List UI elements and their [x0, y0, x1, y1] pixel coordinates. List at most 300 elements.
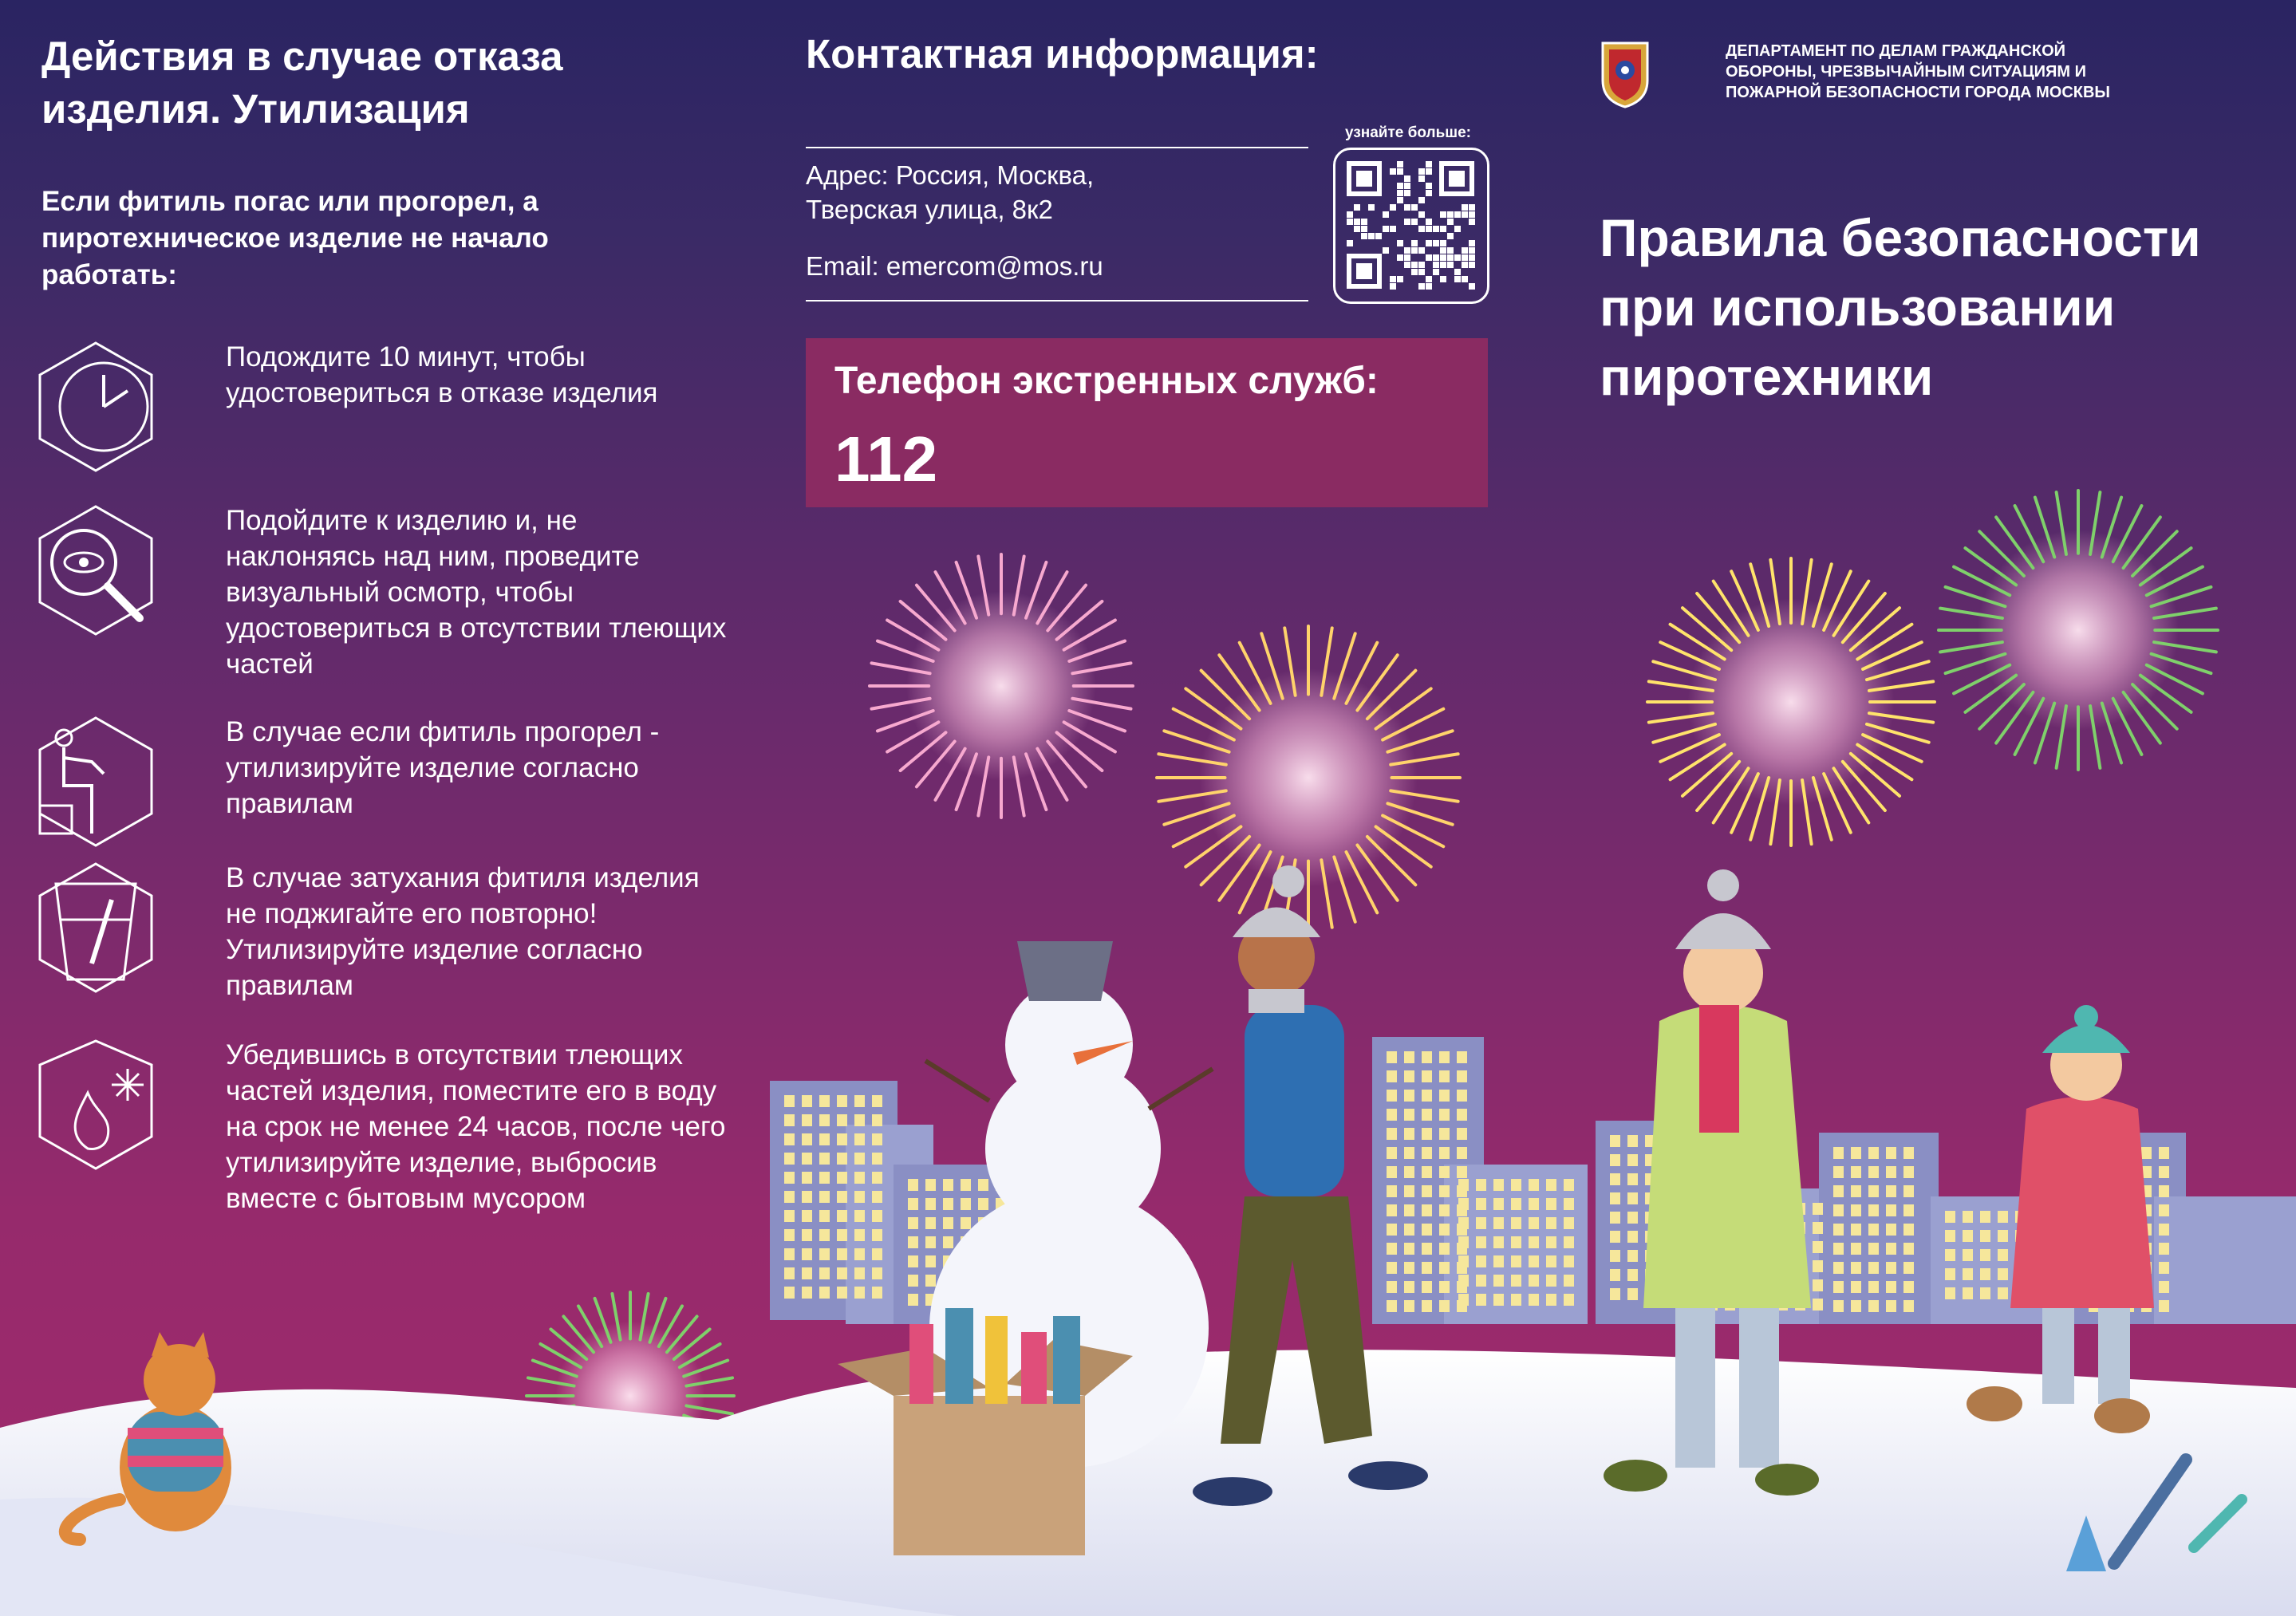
window — [1422, 1281, 1432, 1293]
window — [2159, 1224, 2169, 1236]
window — [872, 1267, 882, 1279]
qr-finder — [1356, 263, 1372, 279]
qr-module — [1397, 161, 1403, 168]
qr-module — [1368, 204, 1375, 211]
qr-module — [1397, 190, 1403, 196]
window — [1546, 1236, 1556, 1248]
qr-module — [1418, 283, 1425, 290]
window — [1945, 1211, 1955, 1223]
qr-module — [1418, 168, 1425, 175]
window — [872, 1133, 882, 1145]
divider — [806, 147, 1308, 148]
firework-glow — [1687, 598, 1894, 805]
qr-module — [1404, 262, 1410, 268]
qr-module — [1447, 211, 1454, 218]
window — [1980, 1211, 1990, 1223]
window — [872, 1114, 882, 1126]
qr-module — [1383, 211, 1389, 218]
window — [1476, 1255, 1486, 1267]
window — [1458, 1217, 1469, 1229]
qr-module — [1418, 175, 1425, 182]
qr-module — [1440, 247, 1446, 254]
window — [1457, 1070, 1467, 1082]
window — [872, 1229, 882, 1241]
window — [1868, 1185, 1879, 1197]
qr-module — [1426, 283, 1432, 290]
qr-module — [1426, 240, 1432, 246]
window — [978, 1198, 988, 1210]
window — [1868, 1204, 1879, 1216]
magnifier-eye-icon — [32, 503, 160, 638]
window — [1529, 1198, 1539, 1210]
window — [1439, 1147, 1450, 1159]
window — [1422, 1243, 1432, 1255]
window — [1564, 1217, 1574, 1229]
firework-glow — [906, 591, 1096, 781]
qr-module — [1433, 254, 1439, 261]
window — [802, 1287, 812, 1299]
window — [1422, 1051, 1432, 1063]
qr-module — [1404, 183, 1410, 189]
window — [908, 1198, 918, 1210]
window — [1529, 1179, 1539, 1191]
window — [784, 1095, 795, 1107]
window — [784, 1267, 795, 1279]
window — [1387, 1185, 1397, 1197]
window — [1833, 1147, 1844, 1159]
window — [1404, 1224, 1414, 1236]
window — [1627, 1192, 1638, 1204]
qr-module — [1418, 262, 1425, 268]
email-text[interactable]: Email: emercom@mos.ru — [806, 251, 1103, 281]
qr-module — [1418, 226, 1425, 232]
window — [819, 1153, 830, 1165]
window — [1529, 1275, 1539, 1287]
window — [819, 1267, 830, 1279]
qr-module — [1390, 283, 1396, 290]
window — [1387, 1166, 1397, 1178]
window — [1980, 1249, 1990, 1261]
window — [1387, 1262, 1397, 1274]
qr-module — [1469, 211, 1475, 218]
qr-module — [1411, 240, 1418, 246]
window — [837, 1095, 847, 1107]
window — [1529, 1294, 1539, 1306]
window — [1903, 1243, 1914, 1255]
qr-module — [1354, 204, 1360, 211]
window — [1422, 1147, 1432, 1159]
qr-module — [1397, 183, 1403, 189]
qr-module — [1433, 269, 1439, 275]
qr-module — [1397, 168, 1403, 175]
window — [1903, 1166, 1914, 1178]
qr-module — [1404, 219, 1410, 225]
department-name: ДЕПАРТАМЕНТ ПО ДЕЛАМ ГРАЖДАНСКОЙ ОБОРОНЫ, ЧРЕЗВЫЧАЙНЫМ СИТУАЦИЯМ И ПОЖАРНОЙ БЕЗОПАСНОСТИ ГОРОДА МОСКВЫ — [1726, 42, 2110, 101]
qr-module — [1469, 240, 1475, 246]
window — [1387, 1224, 1397, 1236]
window — [1610, 1250, 1620, 1262]
qr-module — [1447, 247, 1454, 254]
window — [1476, 1179, 1486, 1191]
qr-module — [1426, 183, 1432, 189]
window — [1903, 1204, 1914, 1216]
step-item — [32, 503, 734, 680]
window — [837, 1248, 847, 1260]
window — [837, 1191, 847, 1203]
window — [1546, 1217, 1556, 1229]
qr-module — [1411, 204, 1418, 211]
window — [784, 1114, 795, 1126]
qr-module — [1418, 197, 1425, 203]
window — [1439, 1070, 1450, 1082]
window — [1387, 1128, 1397, 1140]
step-item — [32, 339, 734, 499]
window — [2141, 1147, 2152, 1159]
window — [872, 1210, 882, 1222]
window — [1439, 1300, 1450, 1312]
window — [1945, 1287, 1955, 1299]
window — [1833, 1185, 1844, 1197]
window — [908, 1236, 918, 1248]
window — [1422, 1109, 1432, 1121]
emergency-department-emblem-icon — [1598, 37, 1652, 110]
qr-module — [1440, 276, 1446, 282]
qr-module — [1426, 226, 1432, 232]
window — [1980, 1230, 1990, 1242]
window — [1511, 1236, 1521, 1248]
qr-module — [1440, 240, 1446, 246]
qr-module — [1347, 211, 1353, 218]
qr-module — [1411, 262, 1418, 268]
qr-module — [1361, 233, 1367, 239]
window — [1963, 1230, 1973, 1242]
window — [2159, 1243, 2169, 1255]
window — [1387, 1109, 1397, 1121]
window — [1980, 1287, 1990, 1299]
window — [978, 1179, 988, 1191]
window — [784, 1133, 795, 1145]
window — [1903, 1281, 1914, 1293]
window — [1404, 1051, 1414, 1063]
qr-module — [1347, 240, 1353, 246]
window — [872, 1172, 882, 1184]
window — [1439, 1128, 1450, 1140]
window — [819, 1229, 830, 1241]
window — [1886, 1281, 1896, 1293]
window — [819, 1095, 830, 1107]
qr-finder — [1356, 171, 1372, 187]
window — [1422, 1262, 1432, 1274]
qr-finder — [1449, 171, 1465, 187]
window — [1439, 1243, 1450, 1255]
window — [854, 1172, 865, 1184]
window — [1886, 1166, 1896, 1178]
qr-module — [1411, 269, 1418, 275]
window — [872, 1095, 882, 1107]
window — [925, 1217, 936, 1229]
window — [854, 1210, 865, 1222]
window — [1813, 1241, 1823, 1253]
address-line-1: Адрес: Россия, Москва, — [806, 160, 1095, 190]
qr-module — [1397, 197, 1403, 203]
qr-module — [1454, 211, 1461, 218]
window — [943, 1179, 953, 1191]
qr-label: узнайте больше: — [1345, 124, 1471, 141]
window — [784, 1248, 795, 1260]
fireworks-group — [527, 491, 2218, 1500]
contact-title: Контактная информация: — [806, 31, 1319, 77]
window — [1851, 1185, 1861, 1197]
qr-module — [1462, 254, 1468, 261]
qr-module — [1447, 219, 1454, 225]
qr-module — [1390, 226, 1396, 232]
window — [1439, 1090, 1450, 1102]
window — [1886, 1224, 1896, 1236]
window — [1610, 1173, 1620, 1185]
window — [1813, 1279, 1823, 1291]
window — [925, 1179, 936, 1191]
window — [1627, 1231, 1638, 1243]
window — [1903, 1262, 1914, 1274]
window — [1610, 1135, 1620, 1147]
window — [1833, 1204, 1844, 1216]
window — [854, 1133, 865, 1145]
window — [854, 1153, 865, 1165]
window — [1422, 1300, 1432, 1312]
window — [1457, 1090, 1467, 1102]
qr-module — [1433, 262, 1439, 268]
window — [819, 1287, 830, 1299]
window — [943, 1217, 953, 1229]
window — [1627, 1173, 1638, 1185]
window — [1439, 1166, 1450, 1178]
window — [819, 1210, 830, 1222]
window — [802, 1267, 812, 1279]
window — [1387, 1204, 1397, 1216]
window — [1851, 1281, 1861, 1293]
window — [1439, 1281, 1450, 1293]
window — [1851, 1224, 1861, 1236]
qr-module — [1462, 204, 1468, 211]
window — [1387, 1243, 1397, 1255]
divider — [806, 300, 1308, 302]
window — [1404, 1204, 1414, 1216]
window — [1610, 1212, 1620, 1224]
window — [2159, 1204, 2169, 1216]
window — [1457, 1166, 1467, 1178]
fire-spark-icon — [32, 1037, 160, 1173]
window — [908, 1217, 918, 1229]
window — [1404, 1147, 1414, 1159]
step-item — [32, 1037, 734, 1214]
window — [1868, 1300, 1879, 1312]
window — [1998, 1211, 2008, 1223]
window — [925, 1255, 936, 1267]
window — [1868, 1166, 1879, 1178]
window — [1546, 1275, 1556, 1287]
window — [784, 1229, 795, 1241]
window — [1903, 1147, 1914, 1159]
qr-module — [1462, 276, 1468, 282]
window — [837, 1133, 847, 1145]
window — [1458, 1236, 1469, 1248]
window — [1998, 1230, 2008, 1242]
window — [1511, 1255, 1521, 1267]
window — [872, 1287, 882, 1299]
window — [1422, 1090, 1432, 1102]
window — [784, 1210, 795, 1222]
window — [961, 1198, 971, 1210]
window — [1945, 1268, 1955, 1280]
window — [1813, 1203, 1823, 1215]
page-title: Правила безопасности при использовании пиротехники — [1600, 208, 2201, 406]
window — [1998, 1287, 2008, 1299]
left-section-title: Действия в случае отказа изделия. Утилизация — [41, 34, 563, 132]
step-item — [32, 860, 734, 1019]
window — [1511, 1217, 1521, 1229]
qr-module — [1411, 219, 1418, 225]
qr-module — [1426, 161, 1432, 168]
qr-module — [1404, 254, 1410, 261]
window — [1963, 1249, 1973, 1261]
window — [1387, 1070, 1397, 1082]
step-text: Подождите 10 минут, чтобы удостовериться в отказе изделия — [226, 341, 658, 408]
window — [1404, 1281, 1414, 1293]
window — [1833, 1166, 1844, 1178]
qr-module — [1404, 190, 1410, 196]
window — [784, 1191, 795, 1203]
window — [854, 1267, 865, 1279]
window — [1493, 1275, 1504, 1287]
window — [1493, 1255, 1504, 1267]
window — [1511, 1294, 1521, 1306]
qr-module — [1347, 219, 1353, 225]
window — [2159, 1300, 2169, 1312]
window — [1886, 1243, 1896, 1255]
window — [1963, 1268, 1973, 1280]
qr-module — [1383, 247, 1389, 254]
window — [802, 1210, 812, 1222]
window — [819, 1191, 830, 1203]
window — [1903, 1300, 1914, 1312]
window — [1387, 1147, 1397, 1159]
window — [1546, 1198, 1556, 1210]
address-line-2: Тверская улица, 8к2 — [806, 195, 1053, 224]
qr-module — [1440, 254, 1446, 261]
emergency-phone-number[interactable]: 112 — [834, 424, 938, 495]
qr-code-icon — [1335, 150, 1487, 302]
window — [1387, 1051, 1397, 1063]
window — [1868, 1224, 1879, 1236]
qr-module — [1404, 247, 1410, 254]
window — [1457, 1147, 1467, 1159]
qr-module — [1375, 233, 1382, 239]
step-text: В случае если фитиль прогорел - утилизируйте изделие согласно правилам — [226, 716, 660, 819]
window — [943, 1198, 953, 1210]
qr-module — [1469, 219, 1475, 225]
qr-module — [1469, 247, 1475, 254]
qr-module — [1440, 226, 1446, 232]
window — [1458, 1275, 1469, 1287]
window — [1868, 1262, 1879, 1274]
window — [1851, 1147, 1861, 1159]
window — [2159, 1262, 2169, 1274]
window — [1610, 1231, 1620, 1243]
qr-module — [1440, 262, 1446, 268]
window — [1564, 1179, 1574, 1191]
window — [1627, 1154, 1638, 1166]
window — [1833, 1281, 1844, 1293]
window — [1511, 1198, 1521, 1210]
window — [1458, 1198, 1469, 1210]
window — [908, 1255, 918, 1267]
window — [1422, 1224, 1432, 1236]
qr-module — [1433, 240, 1439, 246]
window — [784, 1287, 795, 1299]
window — [1422, 1204, 1432, 1216]
window — [1457, 1128, 1467, 1140]
qr-module — [1426, 219, 1432, 225]
window — [1476, 1198, 1486, 1210]
window — [1458, 1294, 1469, 1306]
window — [837, 1210, 847, 1222]
window — [1404, 1109, 1414, 1121]
window — [1886, 1185, 1896, 1197]
window — [1458, 1255, 1469, 1267]
window — [1422, 1070, 1432, 1082]
window — [1851, 1300, 1861, 1312]
qr-code[interactable] — [1333, 148, 1489, 304]
window — [1546, 1255, 1556, 1267]
window — [784, 1172, 795, 1184]
window — [1945, 1230, 1955, 1242]
window — [2159, 1147, 2169, 1159]
window — [1387, 1300, 1397, 1312]
qr-module — [1411, 247, 1418, 254]
window — [854, 1095, 865, 1107]
window — [943, 1236, 953, 1248]
window — [961, 1179, 971, 1191]
qr-module — [1390, 204, 1396, 211]
qr-module — [1418, 269, 1425, 275]
qr-module — [1454, 254, 1461, 261]
window — [1422, 1128, 1432, 1140]
window — [802, 1114, 812, 1126]
qr-module — [1462, 211, 1468, 218]
window — [802, 1133, 812, 1145]
window — [1387, 1281, 1397, 1293]
window — [1493, 1179, 1504, 1191]
window — [802, 1248, 812, 1260]
window — [1998, 1268, 2008, 1280]
window — [1529, 1236, 1539, 1248]
qr-module — [1361, 226, 1367, 232]
qr-module — [1397, 276, 1403, 282]
qr-module — [1426, 276, 1432, 282]
qr-module — [1361, 219, 1367, 225]
window — [925, 1275, 936, 1287]
window — [1546, 1179, 1556, 1191]
window — [802, 1095, 812, 1107]
window — [1422, 1166, 1432, 1178]
window — [854, 1248, 865, 1260]
qr-module — [1390, 276, 1396, 282]
qr-module — [1469, 254, 1475, 261]
qr-module — [1454, 276, 1461, 282]
window — [1813, 1260, 1823, 1272]
qr-module — [1354, 226, 1360, 232]
window — [1903, 1224, 1914, 1236]
